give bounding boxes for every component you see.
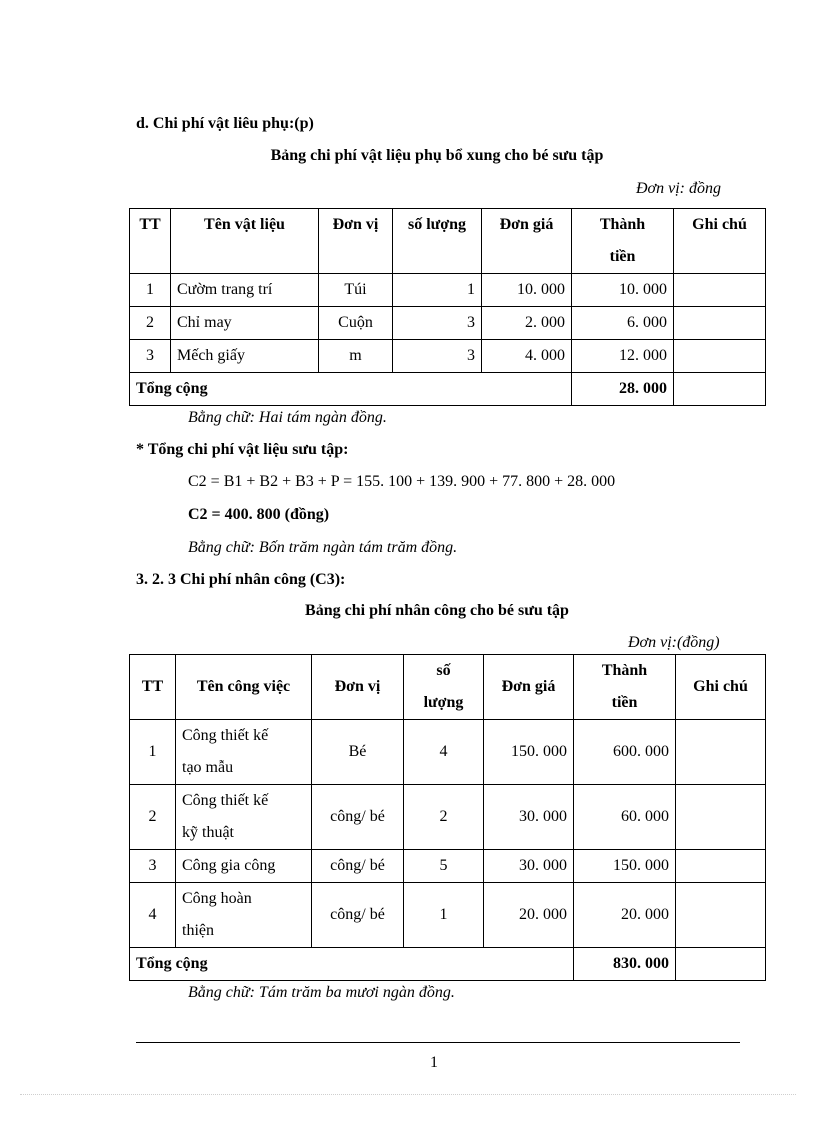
cell-unit: công/ bé bbox=[312, 883, 404, 948]
cell-note bbox=[674, 274, 766, 307]
total-label: Tổng cộng bbox=[130, 373, 572, 406]
cell-total: 20. 000 bbox=[574, 883, 676, 948]
cell-total: 600. 000 bbox=[574, 720, 676, 785]
header-qty bbox=[404, 655, 484, 720]
cell-unit: Cuộn bbox=[319, 307, 393, 340]
table-row bbox=[130, 307, 766, 340]
header-tt: TT bbox=[130, 655, 176, 720]
cell-name-line1: Công hoàn bbox=[182, 890, 252, 907]
cell-note bbox=[674, 307, 766, 340]
header-price: Đơn giá bbox=[484, 655, 574, 720]
materials-table bbox=[129, 208, 766, 406]
cell-unit: m bbox=[319, 340, 393, 373]
cell-qty: 1 bbox=[393, 274, 482, 307]
cell-note bbox=[674, 340, 766, 373]
cell-tt: 3 bbox=[130, 340, 171, 373]
cell-note bbox=[676, 720, 766, 785]
cell-note bbox=[676, 785, 766, 850]
cell-name: Cườm trang trí bbox=[171, 274, 319, 307]
cell-name: Chỉ may bbox=[171, 307, 319, 340]
table-row bbox=[130, 785, 766, 850]
cell-name bbox=[176, 720, 312, 785]
header-qty-line1: số bbox=[436, 662, 451, 679]
cell-total: 6. 000 bbox=[572, 307, 674, 340]
cell-price: 30. 000 bbox=[484, 785, 574, 850]
cell-unit: Bé bbox=[312, 720, 404, 785]
section-323-heading: 3. 2. 3 Chi phí nhân công (C3): bbox=[136, 571, 346, 588]
labor-table bbox=[129, 654, 766, 981]
cell-name bbox=[176, 785, 312, 850]
cell-note bbox=[676, 850, 766, 883]
header-qty: số lượng bbox=[393, 209, 482, 274]
page-number: 1 bbox=[430, 1054, 438, 1071]
header-total-line2: tiền bbox=[611, 694, 638, 711]
table-header-row bbox=[130, 655, 766, 720]
cell-qty: 3 bbox=[393, 340, 482, 373]
cell-total: 10. 000 bbox=[572, 274, 674, 307]
cell-tt: 2 bbox=[130, 307, 171, 340]
table-row bbox=[130, 883, 766, 948]
cell-tt: 2 bbox=[130, 785, 176, 850]
cell-note bbox=[676, 883, 766, 948]
cell-total: 150. 000 bbox=[574, 850, 676, 883]
cell-name-line2: thiện bbox=[182, 922, 214, 939]
footer-divider bbox=[136, 1042, 740, 1043]
header-unit: Đơn vị bbox=[312, 655, 404, 720]
cell-price: 150. 000 bbox=[484, 720, 574, 785]
table2-title: Bảng chi phí nhân công cho bé sưu tập bbox=[305, 602, 569, 619]
summary-result: C2 = 400. 800 (đồng) bbox=[188, 506, 330, 523]
table2-unit-note: Đơn vị:(đồng) bbox=[628, 634, 720, 651]
table-row bbox=[130, 720, 766, 785]
header-note: Ghi chú bbox=[674, 209, 766, 274]
table2-in-words: Bằng chữ: Tám trăm ba mươi ngàn đồng. bbox=[188, 984, 455, 1001]
cell-price: 30. 000 bbox=[484, 850, 574, 883]
cell-unit: công/ bé bbox=[312, 850, 404, 883]
header-total-line1: Thành bbox=[599, 216, 646, 233]
cell-name-line1: Công thiết kế bbox=[182, 727, 269, 744]
header-name: Tên công việc bbox=[176, 655, 312, 720]
cell-total: 12. 000 bbox=[572, 340, 674, 373]
total-value: 28. 000 bbox=[572, 373, 674, 406]
header-total bbox=[572, 209, 674, 274]
table-row bbox=[130, 850, 766, 883]
header-total-line2: tiền bbox=[609, 248, 636, 265]
header-total bbox=[574, 655, 676, 720]
cell-price: 10. 000 bbox=[482, 274, 572, 307]
cell-name-line1: Công thiết kế bbox=[182, 792, 269, 809]
header-note: Ghi chú bbox=[676, 655, 766, 720]
summary-in-words: Bằng chữ: Bốn trăm ngàn tám trăm đồng. bbox=[188, 539, 458, 556]
total-value: 830. 000 bbox=[574, 948, 676, 981]
cell-qty: 2 bbox=[404, 785, 484, 850]
cell-tt: 4 bbox=[130, 883, 176, 948]
header-tt: TT bbox=[130, 209, 171, 274]
table-row bbox=[130, 274, 766, 307]
cell-qty: 1 bbox=[404, 883, 484, 948]
cell-qty: 3 bbox=[393, 307, 482, 340]
cell-tt: 1 bbox=[130, 720, 176, 785]
cell-unit: Túi bbox=[319, 274, 393, 307]
header-total-line1: Thành bbox=[601, 662, 648, 679]
cell-name bbox=[176, 883, 312, 948]
page-bottom-dotted-line bbox=[20, 1094, 796, 1095]
total-label: Tổng cộng bbox=[130, 948, 574, 981]
cell-name: Công gia công bbox=[176, 850, 312, 883]
table1-unit-note: Đơn vị: đồng bbox=[636, 180, 721, 197]
cell-tt: 3 bbox=[130, 850, 176, 883]
header-unit: Đơn vị bbox=[319, 209, 393, 274]
header-price: Đơn giá bbox=[482, 209, 572, 274]
table1-title: Bảng chi phí vật liệu phụ bổ xung cho bé sưu tập bbox=[270, 147, 604, 164]
header-qty-line2: lượng bbox=[423, 694, 464, 711]
table-header-row bbox=[130, 209, 766, 274]
header-name: Tên vật liệu bbox=[171, 209, 319, 274]
total-note bbox=[676, 948, 766, 981]
cell-qty: 4 bbox=[404, 720, 484, 785]
cell-price: 2. 000 bbox=[482, 307, 572, 340]
cell-name-line2: kỹ thuật bbox=[182, 824, 234, 841]
table1-in-words: Bằng chữ: Hai tám ngàn đồng. bbox=[188, 409, 387, 426]
cell-total: 60. 000 bbox=[574, 785, 676, 850]
table-row bbox=[130, 340, 766, 373]
cell-name-line2: tạo mẫu bbox=[182, 759, 234, 776]
table-total-row bbox=[130, 948, 766, 981]
cell-tt: 1 bbox=[130, 274, 171, 307]
total-note bbox=[674, 373, 766, 406]
cell-name: Mếch giấy bbox=[171, 340, 319, 373]
section-d-heading: d. Chi phí vật liêu phụ:(p) bbox=[136, 115, 314, 132]
cell-price: 4. 000 bbox=[482, 340, 572, 373]
summary-formula: C2 = B1 + B2 + B3 + P = 155. 100 + 139. 900 + 77. 800 + 28. 000 bbox=[188, 473, 616, 490]
table-total-row bbox=[130, 373, 766, 406]
cell-price: 20. 000 bbox=[484, 883, 574, 948]
cell-unit: công/ bé bbox=[312, 785, 404, 850]
summary-heading: * Tổng chi phí vật liệu sưu tập: bbox=[136, 441, 349, 458]
cell-qty: 5 bbox=[404, 850, 484, 883]
